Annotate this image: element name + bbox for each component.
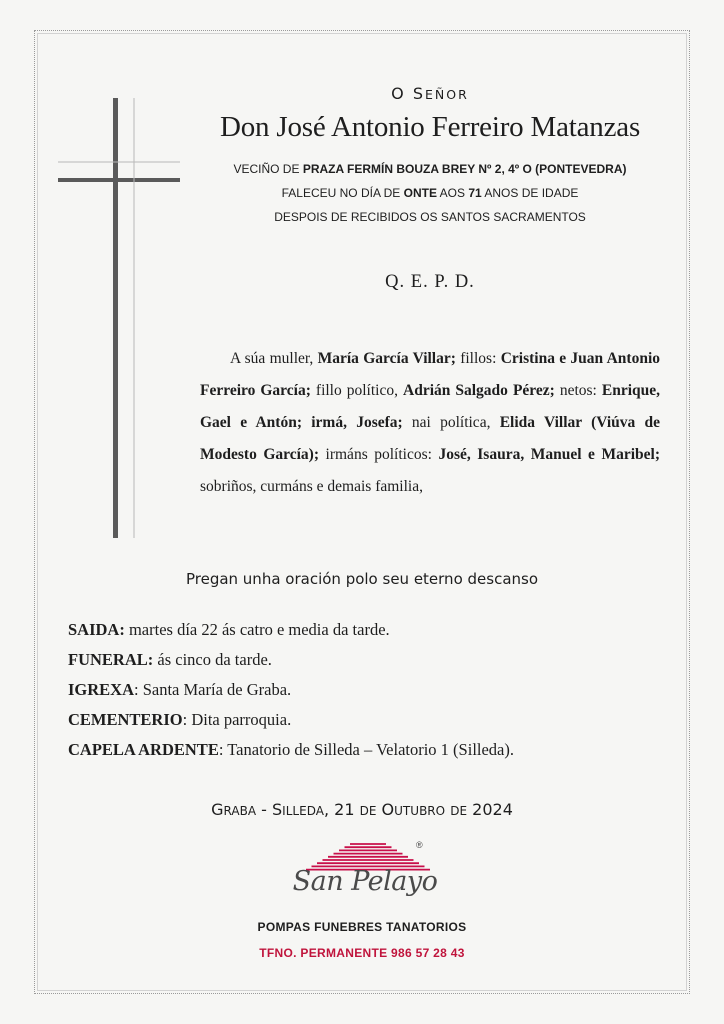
detail-label: SAIDA: (68, 620, 125, 639)
family-name: Adrián Salgado Pérez; (403, 382, 555, 399)
detail-value: ás cinco da tarde. (153, 650, 272, 669)
family-text: netos: (554, 382, 602, 399)
family-name: María García Villar; (317, 350, 456, 367)
detail-row (68, 735, 668, 765)
family-text: sobriños, curmáns e demais familia, (200, 478, 423, 495)
prayer-line: Pregan unha oración polo seu eterno descanso (185, 570, 539, 588)
family-text (302, 414, 311, 431)
detail-row (68, 615, 668, 645)
deceased-name: Don José Antonio Ferreiro Matanzas (219, 111, 641, 143)
family-name: irmá, Josefa; (311, 414, 403, 431)
title-line (190, 84, 670, 103)
detail-value: : Santa María de Graba. (134, 680, 292, 699)
family-name: Enrique, Gael e Antón; (200, 382, 661, 431)
family-name: Elida Villar (Viúva de Modesto García); (200, 414, 661, 463)
detail-label: CAPELA ARDENTE (68, 740, 219, 759)
family-text: fillo político, (310, 382, 403, 399)
detail-value: : Dita parroquia. (182, 710, 292, 729)
detail-row (68, 645, 668, 675)
residence-line: VECIÑO DE PRAZA FERMÍN BOUZA BREY Nº 2, 4º O (PONTEVEDRA) (233, 162, 627, 176)
detail-row (68, 675, 668, 705)
qepd: Q. E. P. D. (385, 272, 475, 292)
family-text: nai política, (402, 414, 500, 431)
service-details (68, 615, 668, 765)
death-line: FALECEU NO DÍA DE ONTE AOS 71 ANOS DE IDADE (281, 186, 579, 200)
family-text: irmáns políticos: (319, 446, 439, 463)
detail-row (68, 705, 668, 735)
sacraments-line: DESPOIS DE RECIBIDOS OS SANTOS SACRAMENTOS (274, 210, 586, 224)
cross-icon (58, 98, 188, 538)
detail-label: FUNERAL: (68, 650, 154, 669)
detail-value: martes día 22 ás catro e media da tarde. (124, 620, 390, 639)
company-name: POMPAS FUNEBRES TANATORIOS (257, 920, 467, 934)
family-text: A súa muller, (230, 350, 318, 367)
detail-label: CEMENTERIO (68, 710, 183, 729)
detail-label: IGREXA (68, 680, 135, 699)
title-text: O SEÑOR (391, 84, 469, 103)
place-date-text: GRABA - SILLEDA, 21 DE OUTUBRO DE 2024 (211, 800, 513, 819)
family-name: Cristina e Juan Antonio Ferreiro García; (200, 350, 660, 399)
place-date (0, 800, 724, 819)
family-text: fillos: (455, 350, 501, 367)
company-logo: ® San Pelayo (292, 840, 438, 897)
company-phone: TFNO. PERMANENTE 986 57 28 43 (259, 946, 465, 960)
family-paragraph (200, 343, 660, 503)
family-name: José, Isaura, Manuel e Maribel; (438, 446, 660, 463)
detail-value: : Tanatorio de Silleda – Velatorio 1 (Silleda). (218, 740, 514, 759)
